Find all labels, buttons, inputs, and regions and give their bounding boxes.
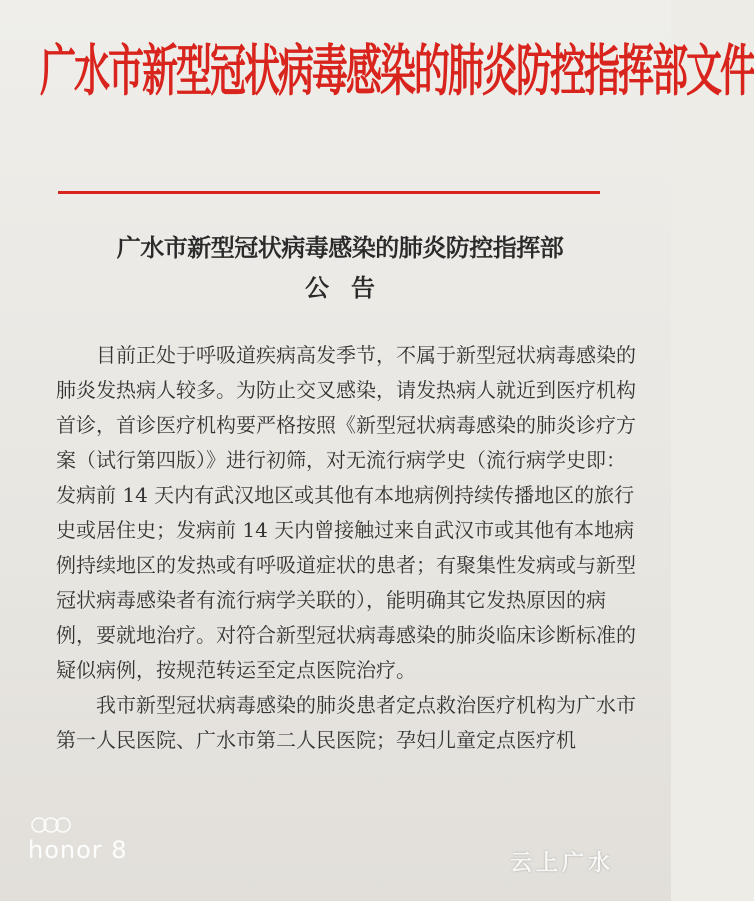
notice-subtitle: 公告 [305,273,397,302]
body-paragraph: 我市新型冠状病毒感染的肺炎患者定点救治医疗机构为广水市第一人民医院、广水市第二人民医院；孕妇儿童定点医疗机 [56,693,636,752]
source-watermark: 云上广水 [510,850,615,876]
document-header: 广水市新型冠状病毒感染的肺炎防控指挥部文件 [40,38,754,104]
body-paragraph: 目前正处于呼吸道疾病高发季节，不属于新型冠状病毒感染的肺炎发热病人较多。为防止交叉感染，请发热病人就近到医疗机构首诊，首诊医疗机构要严格按照《新型冠状病毒感染的肺炎诊疗方案（试行第四版）》进行初筛，对无流行病学史（流行病学史即：发病前 14 天内有武汉地区或其他有本地病例持续传播地区的旅行史或居住史；发病前 14 天内曾接触过来自武汉市或其他有本地病例持续地区的发热或有呼吸道症状的患者；有聚集性发病或与新型冠状病毒感染者有流行病学关联的），能明确其它发热原因的病例，要就地治疗。对符合新型冠状病毒感染的肺炎临床诊断标准的疑似病例，按规范转运至定点医院治疗。 [56,343,636,682]
notice-body [56,338,636,758]
notice-title: 广水市新型冠状病毒感染的肺炎防控指挥部 [116,233,564,262]
camera-logo-icon [30,815,90,835]
header-divider [58,191,600,194]
camera-watermark: honor 8 [28,836,128,864]
